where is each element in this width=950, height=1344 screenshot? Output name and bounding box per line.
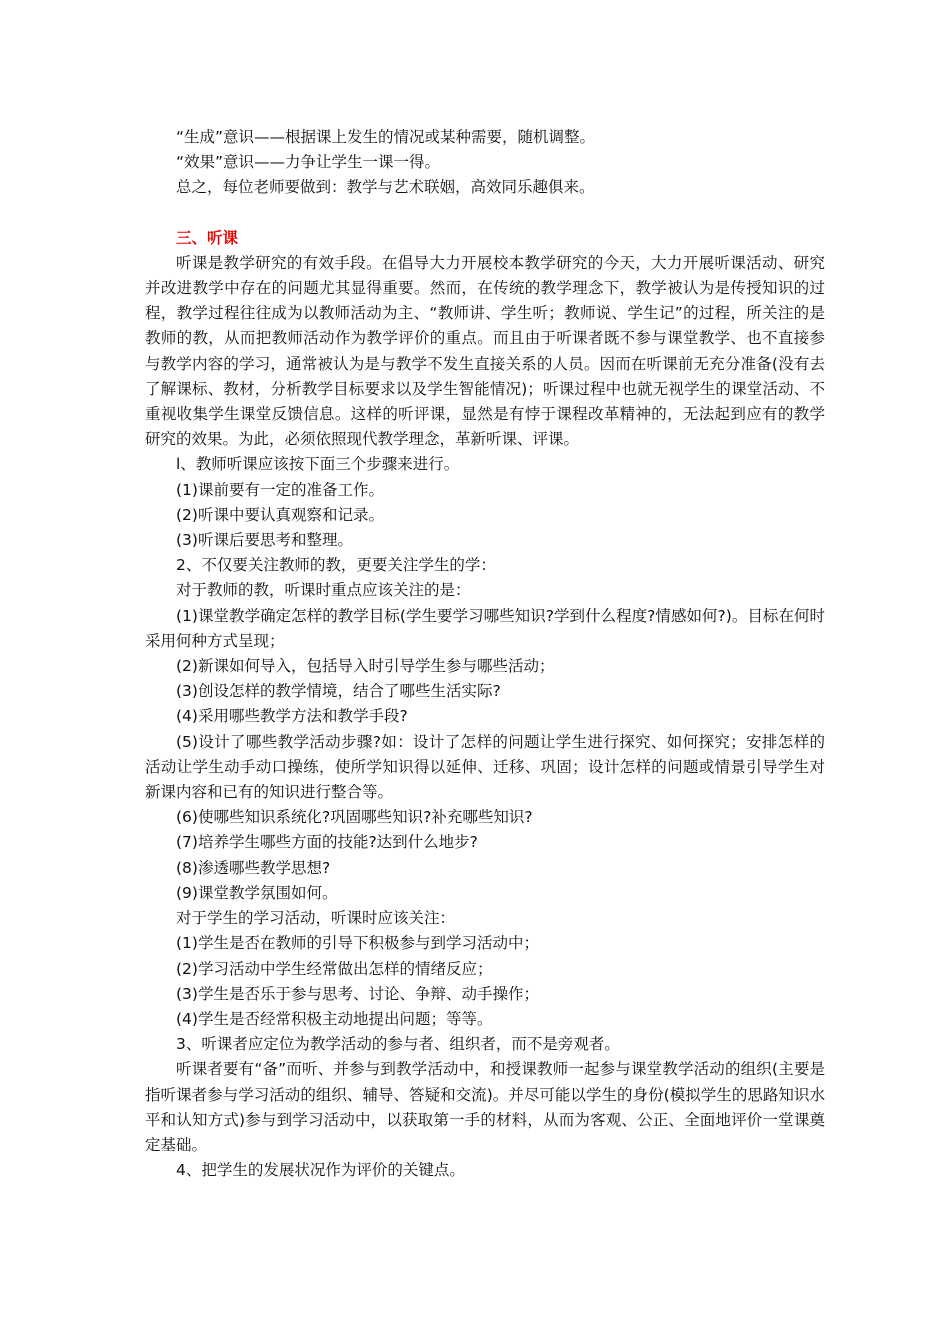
paragraph: (7)培养学生哪些方面的技能?达到什么地步?: [176, 833, 478, 852]
paragraph: (6)使哪些知识系统化?巩固哪些知识?补充哪些知识?: [176, 808, 533, 827]
paragraph: 3、听课者应定位为教学活动的参与者、组织者，而不是旁观者。: [176, 1035, 620, 1054]
paragraph: (3)听课后要思考和整理。: [176, 531, 353, 550]
section-spacer: [145, 201, 825, 226]
document-body: [145, 125, 825, 1183]
paragraph: “效果”意识——力争让学生一课一得。: [176, 153, 441, 172]
paragraph: 对于学生的学习活动，听课时应该关注：: [176, 909, 456, 928]
paragraph: l、教师听课应该按下面三个步骤来进行。: [176, 455, 460, 474]
paragraph: (2)听课中要认真观察和记录。: [176, 505, 384, 524]
paragraph: (4)采用哪些教学方法和教学手段?: [176, 707, 408, 726]
paragraph: (3)创设怎样的教学情境，结合了哪些生活实际?: [176, 682, 501, 701]
paragraph: 听课者要有“备”而听、并参与到教学活动中，和授课教师一起参与课堂教学活动的组织(主要是指听课者参与学习活动的组织、辅导、答疑和交流)。并尽可能以学生的身份(模拟学生的思路知识水平和认知方式)参与到学习活动中，以获取第一手的材料，从而为客观、公正、全面地评价一堂课奠定基础。: [145, 1060, 825, 1154]
paragraph: (3)学生是否乐于参与思考、讨论、争辩、动手操作；: [176, 984, 539, 1003]
paragraph: (8)渗透哪些教学思想?: [176, 858, 331, 877]
paragraph: (5)设计了哪些教学活动步骤?如：设计了怎样的问题让学生进行探究、如何探究；安排怎样的活动让学生动手动口操练，使所学知识得以延伸、迁移、巩固；设计怎样的问题或情景引导学生对新课内容和已有的知识进行整合等。: [145, 732, 825, 802]
paragraph: (4)学生是否经常积极主动地提出问题；等等。: [176, 1009, 493, 1028]
paragraph: (2)学习活动中学生经常做出怎样的情绪反应；: [176, 959, 493, 978]
paragraph: 听课是教学研究的有效手段。在倡导大力开展校本教学研究的今天，大力开展听课活动、研究并改进教学中存在的问题尤其显得重要。然而，在传统的教学理念下，教学被认为是传授知识的过程，教学过程往往成为以教师活动为主、“教师讲、学生听；教师说、学生记”的过程，所关注的是教师的教，从而把教师活动作为教学评价的重点。而且由于听课者既不参与课堂教学、也不直接参与教学内容的学习，通常被认为是与教学不发生直接关系的人员。因而在听课前无充分准备(没有去了解课标、教材，分析教学目标要求以及学生智能情况)；听课过程中也就无视学生的课堂活动、不重视收集学生课堂反馈信息。这样的听评课，显然是有悖于课程改革精神的，无法起到应有的教学研究的效果。为此，必须依照现代教学理念，革新听课、评课。: [145, 253, 825, 449]
section-heading: 三、听课: [176, 228, 239, 247]
paragraph: 对于教师的教，听课时重点应该关注的是：: [176, 581, 471, 600]
paragraph: (1)课堂教学确定怎样的教学目标(学生要学习哪些知识?学到什么程度?情感如何?)。目标在何时采用何种方式呈现；: [145, 606, 825, 650]
paragraph: 4、把学生的发展状况作为评价的关键点。: [176, 1161, 465, 1180]
section-body: [145, 251, 825, 1184]
paragraph: 总之，每位老师要做到：教学与艺术联姻，高效同乐趣俱来。: [176, 178, 595, 197]
paragraph: (1)学生是否在教师的引导下积极参与到学习活动中；: [176, 934, 539, 953]
paragraph: (9)课堂教学氛围如何。: [176, 883, 338, 902]
paragraph: (1)课前要有一定的准备工作。: [176, 480, 384, 499]
paragraph: 2、不仅要关注教师的教，更要关注学生的学：: [176, 556, 496, 575]
paragraph: (2)新课如何导入，包括导入时引导学生参与哪些活动；: [176, 657, 555, 676]
paragraph: “生成”意识——根据课上发生的情况或某种需要，随机调整。: [176, 128, 596, 146]
